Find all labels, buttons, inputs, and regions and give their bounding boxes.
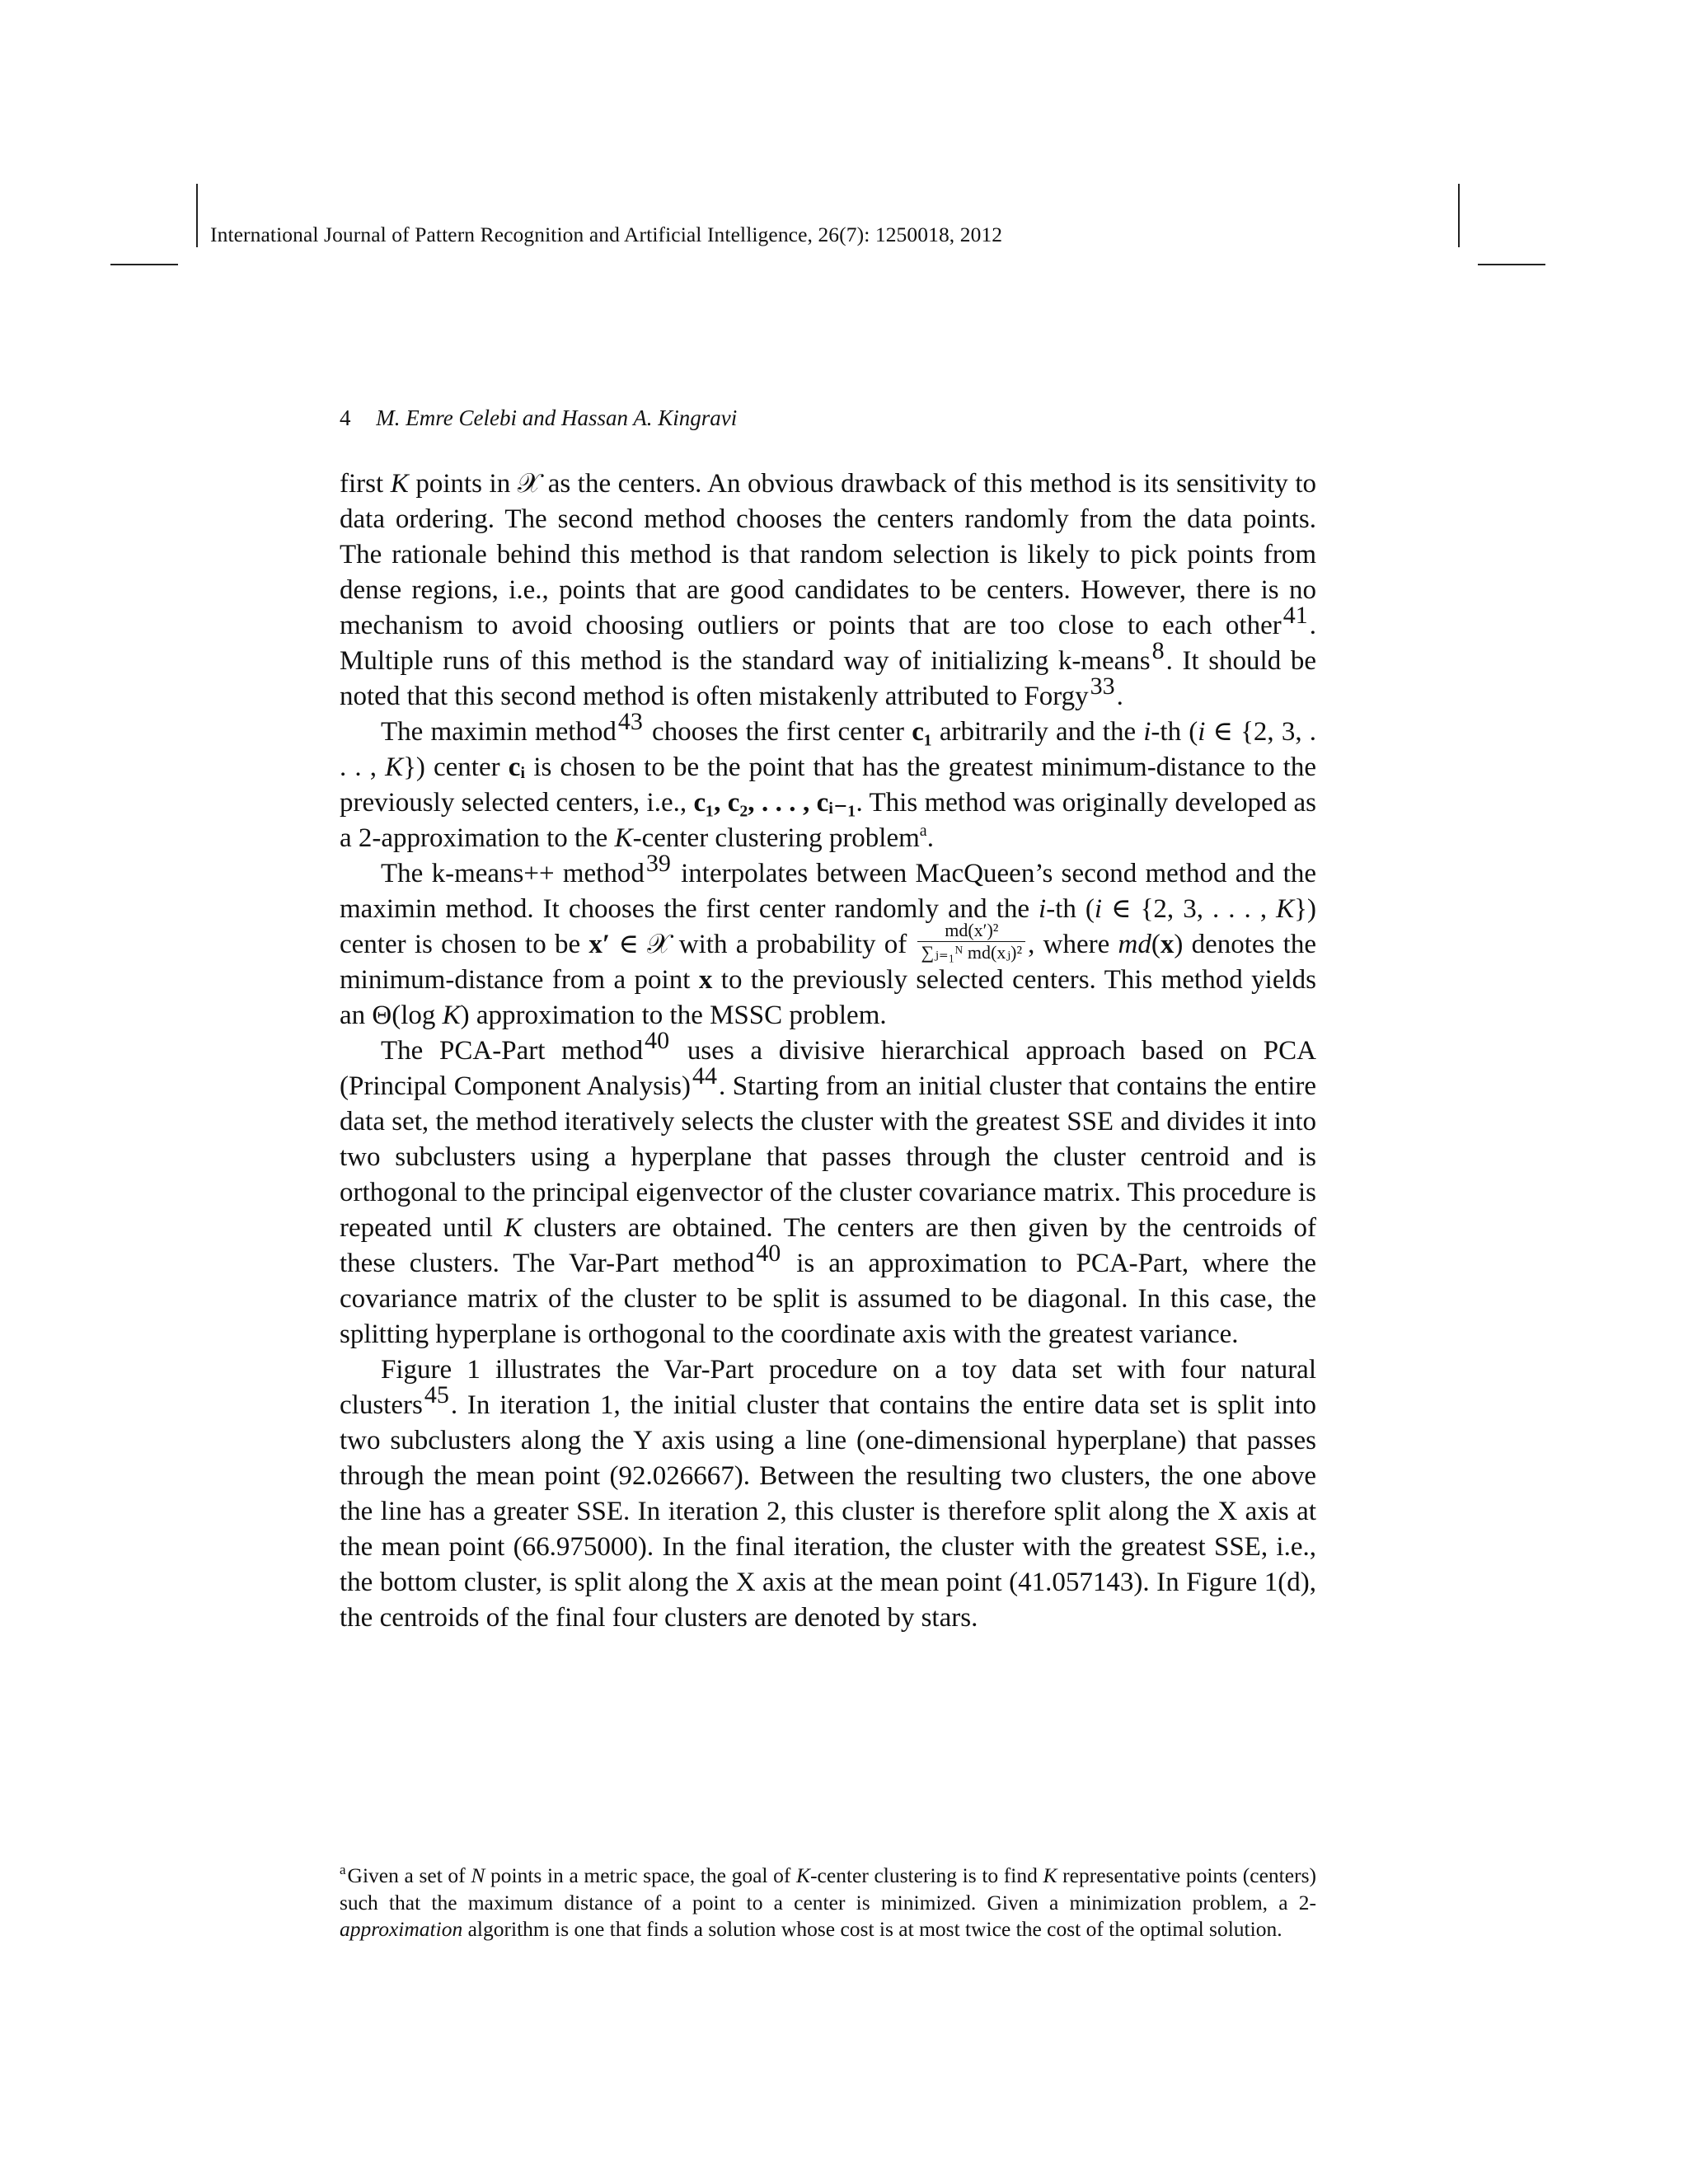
probability-fraction [917, 921, 1025, 963]
citation: 41 [1282, 602, 1308, 629]
paragraph-2: The maximin method43 chooses the first center c₁ arbitrarily and the i-th (i ∈ {2, 3, . . . , K}) center cᵢ is chosen to be the point that has the greatest minimum-distance to the previously selected centers, i.e., c₁, c₂, . . . , cᵢ₋₁. This method was originally developed as a 2-approximation to the K-center clustering problem$^a$. [340, 708, 1317, 853]
citation: 40 [756, 1240, 781, 1267]
running-head [340, 405, 737, 431]
journal-header: International Journal of Pattern Recognition and Artificial Intelligence, 26(7): 1250018, 2012 [210, 223, 1003, 246]
fraction-denominator: ∑ⱼ₌₁ᴺ md(xⱼ)² [921, 941, 1023, 963]
body-text [340, 466, 1316, 1636]
citation: 44 [692, 1062, 717, 1090]
crop-mark-left-vertical [196, 184, 198, 247]
citation: 33 [1090, 673, 1115, 700]
paragraph-4: The PCA-Part method40 uses a divisive hierarchical approach based on PCA (Principal Component Analysis)44. Starting from an initial cluster that contains the entire data set, the method iteratively selects the cluster with the greatest SSE and divides it into two subclusters using a hyperplane that passes through the cluster centroid and is orthogonal to the principal eigenvector of the cluster covariance matrix. This procedure is repeated until K clusters are obtained. The centers are then given by the centroids of these clusters. The Var-Part method40 is an approximation to PCA-Part, where the covariance matrix of the cluster to be split is assumed to be diagonal. In this case, the splitting hyperplane is orthogonal to the coordinate axis with the greatest variance. [340, 1027, 1317, 1349]
running-head-authors: M. Emre Celebi and Hassan A. Kingravi [376, 405, 738, 430]
paragraph-5: Figure 1 illustrates the Var-Part procedure on a toy data set with four natural clusters45. In iteration 1, the initial cluster that contains the entire data set is split into two subclusters along the Y axis using a line (one-dimensional hyperplane) that passes through the mean point (92.026667). Between the resulting two clusters, the one above the line has a greater SSE. In iteration 2, this cluster is therefore split along the X axis at the mean point (66.975000). In the final iteration, the cluster with the greatest SSE, i.e., the bottom cluster, is split along the X axis at the mean point (41.057143). In Figure 1(d), the centroids of the final four clusters are denoted by stars. [340, 1355, 1316, 1633]
footnote [340, 1863, 1316, 1943]
footnote-label: a [340, 1862, 346, 1877]
paragraph-1: first K points in 𝒳 as the centers. An obvious drawback of this method is its sensitivity to data ordering. The second method chooses the centers randomly from the data points. The rationale behind this method is that random selection is likely to pick points from dense regions, i.e., points that are good candidates to be centers. However, there is no mechanism to avoid choosing outliers or points that are too close to each other41. Multiple runs of this method is the standard way of initializing k-means8. It should be noted that this second method is often mistakenly attributed to Forgy33. [340, 469, 1316, 711]
page-number: 4 [340, 405, 351, 430]
citation: 8 [1151, 637, 1165, 664]
crop-mark-right-vertical [1458, 184, 1460, 247]
crop-mark-left-horizontal [110, 264, 178, 265]
footnote-marker: a [919, 822, 927, 840]
fraction-numerator: md(x′)² [917, 921, 1025, 942]
footnote-text: $^a$Given a set of N points in a metric space, the goal of K-center clustering is to find K representative points (centers) such that the maximum distance of a point to a center is minimized. Given a minimization problem, a 2-approximation algorithm is one that finds a solution whose cost is at most twice the cost of the optimal solution. [340, 1862, 1316, 1941]
paragraph-3: The k-means++ method39 interpolates between MacQueen’s second method and the maximin method. It chooses the first center randomly and the i-th (i ∈ {2, 3, . . . , K}) center is chosen to be x′ ∈ 𝒳 with a probability of $\frac{\text{md(x′)²}}{\text{∑ⱼ₌₁ᴺ md(xⱼ)²}}$ , where md(x) denotes the minimum-distance from a point x to the previously selected centers. This method yields an Θ(log K) approximation to the MSSC problem. [340, 850, 1316, 1030]
citation: 40 [645, 1027, 670, 1054]
citation: 39 [645, 850, 671, 877]
citation: 43 [617, 708, 643, 735]
citation: 45 [424, 1381, 449, 1408]
crop-mark-right-horizontal [1478, 264, 1545, 265]
